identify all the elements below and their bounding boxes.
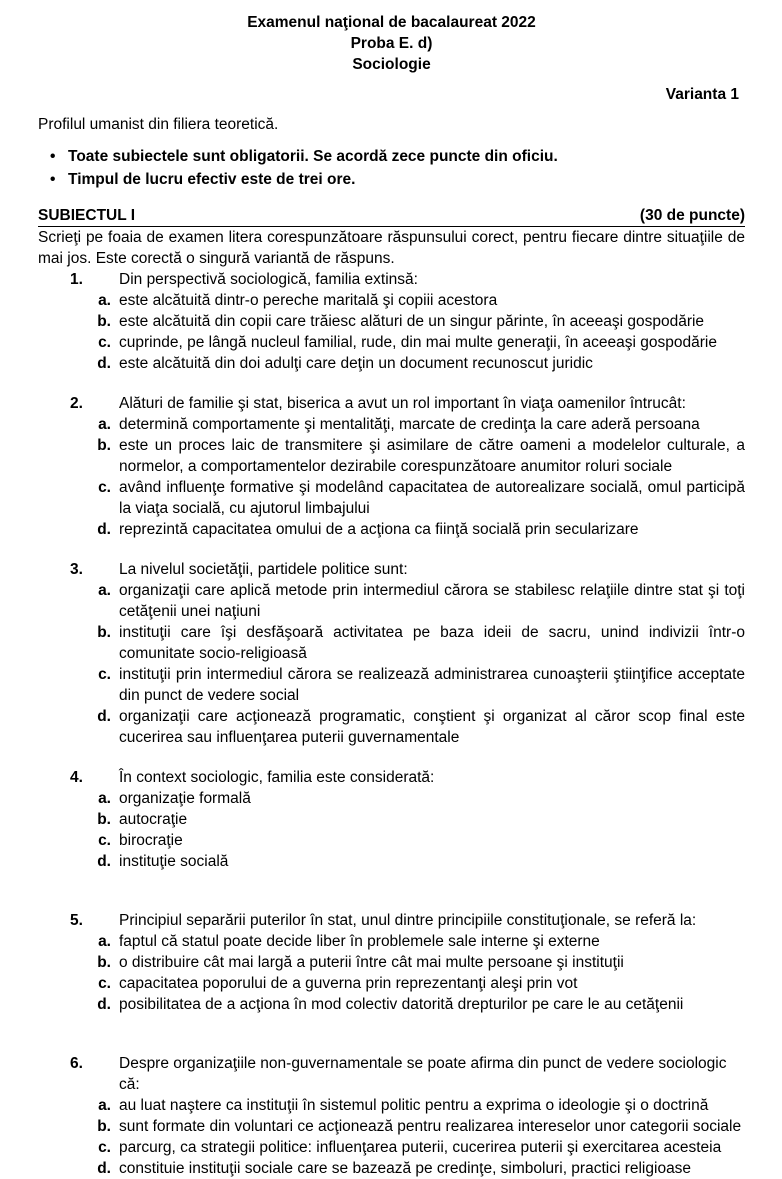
option-list: [38, 931, 745, 1015]
option-letter: a.: [98, 933, 111, 950]
option-item[interactable]: [38, 788, 745, 809]
question-item-3: [38, 559, 745, 748]
option-item[interactable]: [38, 1137, 745, 1158]
question-item-4: [38, 767, 745, 872]
subject-instructions: Scrieţi pe foaia de examen litera corespunzătoare răspunsului corect, pentru fiecare dintre situaţiile de mai jos. Este corectă o singură variantă de răspuns.: [38, 229, 745, 267]
option-item[interactable]: [38, 830, 745, 851]
question-list: [38, 269, 745, 1179]
question-stem: [38, 1053, 745, 1095]
question-stem: [38, 559, 745, 580]
option-text: cuprinde, pe lângă nucleul familial, rude, din mai multe generaţii, în aceeaşi gospodărie: [119, 334, 717, 351]
option-text: determină comportamente şi mentalităţi, marcate de credinţa la care aderă persoana: [119, 416, 700, 433]
option-text: faptul că statul poate decide liber în problemele sale interne şi externe: [119, 933, 600, 950]
option-item[interactable]: [38, 290, 745, 311]
question-stem: [38, 393, 745, 414]
question-stem: [38, 910, 745, 931]
option-letter: a.: [98, 1097, 111, 1114]
option-letter: b.: [97, 624, 111, 641]
question-item-6: [38, 1053, 745, 1179]
option-letter: d.: [97, 708, 111, 725]
question-number: 1.: [70, 271, 83, 288]
option-letter: b.: [97, 954, 111, 971]
exam-note-item: [38, 168, 745, 191]
option-list: [38, 414, 745, 540]
option-text: sunt formate din voluntari ce acţionează pentru realizarea intereselor unor categorii sociale: [119, 1118, 742, 1135]
option-letter: c.: [98, 832, 111, 849]
option-letter: a.: [98, 416, 111, 433]
question-stem-text: Alături de familie şi stat, biserica a avut un rol important în viaţa oamenilor întrucât:: [119, 395, 686, 412]
option-item[interactable]: [38, 1095, 745, 1116]
option-text: au luat naştere ca instituţii în sistemul politic pentru a exprima o ideologie şi o doctrină: [119, 1097, 709, 1114]
subject-points: (30 de puncte): [639, 207, 745, 224]
option-item[interactable]: [38, 809, 745, 830]
exam-notes-list: [38, 145, 745, 191]
option-text: organizaţii care acţionează programatic, conştient şi organizat al căror scop final este cucerirea sau influenţarea puterii guvernamentale: [119, 708, 745, 746]
question-item-1: [38, 269, 745, 374]
option-text: este alcătuită din doi adulţi care deţin un document recunoscut juridic: [119, 355, 593, 372]
option-item[interactable]: [38, 851, 745, 872]
question-stem-text: La nivelul societăţii, partidele politice sunt:: [119, 561, 408, 578]
option-letter: c.: [98, 479, 111, 496]
option-list: [38, 580, 745, 748]
option-text: instituţie socială: [119, 853, 229, 870]
question-number: 2.: [70, 395, 83, 412]
exam-note-text: Timpul de lucru efectiv este de trei ore.: [68, 171, 356, 188]
option-text: este alcătuită dintr-o pereche maritală şi copiii acestora: [119, 292, 498, 309]
header-line-1: Examenul naţional de bacalaureat 2022: [247, 14, 536, 31]
subject-title: SUBIECTUL I: [38, 207, 136, 224]
option-text: posibilitatea de a acţiona în mod colectiv datorită drepturilor pe care le au cetăţenii: [119, 996, 684, 1013]
option-text: parcurg, ca strategii politice: influenţarea puterii, cucerirea puterii şi exercitarea acesteia: [119, 1139, 722, 1156]
option-text: birocraţie: [119, 832, 183, 849]
bullet-icon: •: [50, 148, 56, 165]
option-text: având influenţe formative şi modelând capacitatea de autorealizare socială, omul participă la viaţa socială, cu ajutorul limbajului: [119, 479, 745, 517]
option-item[interactable]: [38, 414, 745, 435]
question-stem: [38, 269, 745, 290]
option-letter: d.: [97, 521, 111, 538]
option-item[interactable]: [38, 931, 745, 952]
question-stem-text: Despre organizaţiile non-guvernamentale se poate afirma din punct de vedere sociologic că:: [119, 1055, 727, 1093]
subject-heading: [38, 206, 745, 227]
option-item[interactable]: [38, 332, 745, 353]
option-text: autocraţie: [119, 811, 188, 828]
option-text: reprezintă capacitatea omului de a acţiona ca fiinţă socială prin secularizare: [119, 521, 639, 538]
document-header: [38, 12, 745, 75]
option-item[interactable]: [38, 973, 745, 994]
option-text: este alcătuită din copii care trăiesc alături de un singur părinte, în aceeaşi gospodărie: [119, 313, 705, 330]
option-text: constituie instituţii sociale care se bazează pe credinţe, simboluri, practici religioase: [119, 1160, 692, 1177]
option-letter: b.: [97, 1118, 111, 1135]
bullet-icon: •: [50, 171, 56, 188]
question-number: 3.: [70, 561, 83, 578]
exam-note-item: [38, 145, 745, 168]
option-item[interactable]: [38, 311, 745, 332]
question-number: 4.: [70, 769, 83, 786]
question-item-5: [38, 910, 745, 1015]
option-text: capacitatea poporului de a guverna prin reprezentanţi aleşi prin vot: [119, 975, 578, 992]
option-letter: c.: [98, 666, 111, 683]
option-text: organizaţie formală: [119, 790, 251, 807]
option-item[interactable]: [38, 994, 745, 1015]
option-letter: b.: [97, 811, 111, 828]
option-item[interactable]: [38, 353, 745, 374]
option-item[interactable]: [38, 1116, 745, 1137]
option-letter: d.: [97, 355, 111, 372]
header-line-3: Sociologie: [352, 56, 431, 73]
option-letter: d.: [97, 996, 111, 1013]
option-letter: c.: [98, 1139, 111, 1156]
header-line-2: Proba E. d): [350, 35, 433, 52]
option-letter: a.: [98, 790, 111, 807]
option-item[interactable]: [38, 622, 745, 664]
question-stem-text: În context sociologic, familia este considerată:: [119, 769, 435, 786]
option-letter: d.: [97, 1160, 111, 1177]
question-number: 5.: [70, 912, 83, 929]
question-number: 6.: [70, 1055, 83, 1072]
option-item[interactable]: [38, 435, 745, 477]
option-letter: d.: [97, 853, 111, 870]
option-letter: b.: [97, 313, 111, 330]
option-text: o distribuire cât mai largă a puterii între cât mai multe persoane şi instituţii: [119, 954, 624, 971]
option-item[interactable]: [38, 580, 745, 622]
profile-line: Profilul umanist din filiera teoretică.: [38, 116, 279, 133]
option-text: este un proces laic de transmitere şi asimilare de către oameni a modelelor culturale, a normelor, a comportamentelor dezirabile corespunzătoare anumitor roluri sociale: [119, 437, 745, 475]
exam-note-text: Toate subiectele sunt obligatorii. Se acordă zece puncte din oficiu.: [68, 148, 558, 165]
option-item[interactable]: [38, 664, 745, 706]
option-letter: a.: [98, 292, 111, 309]
option-item[interactable]: [38, 1158, 745, 1179]
option-text: instituţii prin intermediul cărora se realizează administrarea cunoaşterii ştiinţifice acceptate din punct de vedere social: [119, 666, 745, 704]
option-text: organizaţii care aplică metode prin intermediul cărora se stabilesc relaţiile dintre stat şi toţi cetăţenii unei naţiuni: [119, 582, 745, 620]
option-item[interactable]: [38, 706, 745, 748]
option-list: [38, 290, 745, 374]
question-stem: [38, 767, 745, 788]
option-letter: c.: [98, 334, 111, 351]
option-letter: a.: [98, 582, 111, 599]
option-list: [38, 1095, 745, 1179]
question-stem-text: Din perspectivă sociologică, familia extinsă:: [119, 271, 418, 288]
option-letter: b.: [97, 437, 111, 454]
option-letter: c.: [98, 975, 111, 992]
option-list: [38, 788, 745, 872]
option-item[interactable]: [38, 477, 745, 519]
variant-label: Varianta 1: [665, 86, 739, 103]
option-item[interactable]: [38, 519, 745, 540]
question-item-2: [38, 393, 745, 540]
option-text: instituţii care îşi desfăşoară activitatea pe baza ideii de sacru, unind indivizii într-o comunitate socio-religioasă: [119, 624, 745, 662]
question-stem-text: Principiul separării puterilor în stat, unul dintre principiile constituţionale, se referă la:: [119, 912, 697, 929]
